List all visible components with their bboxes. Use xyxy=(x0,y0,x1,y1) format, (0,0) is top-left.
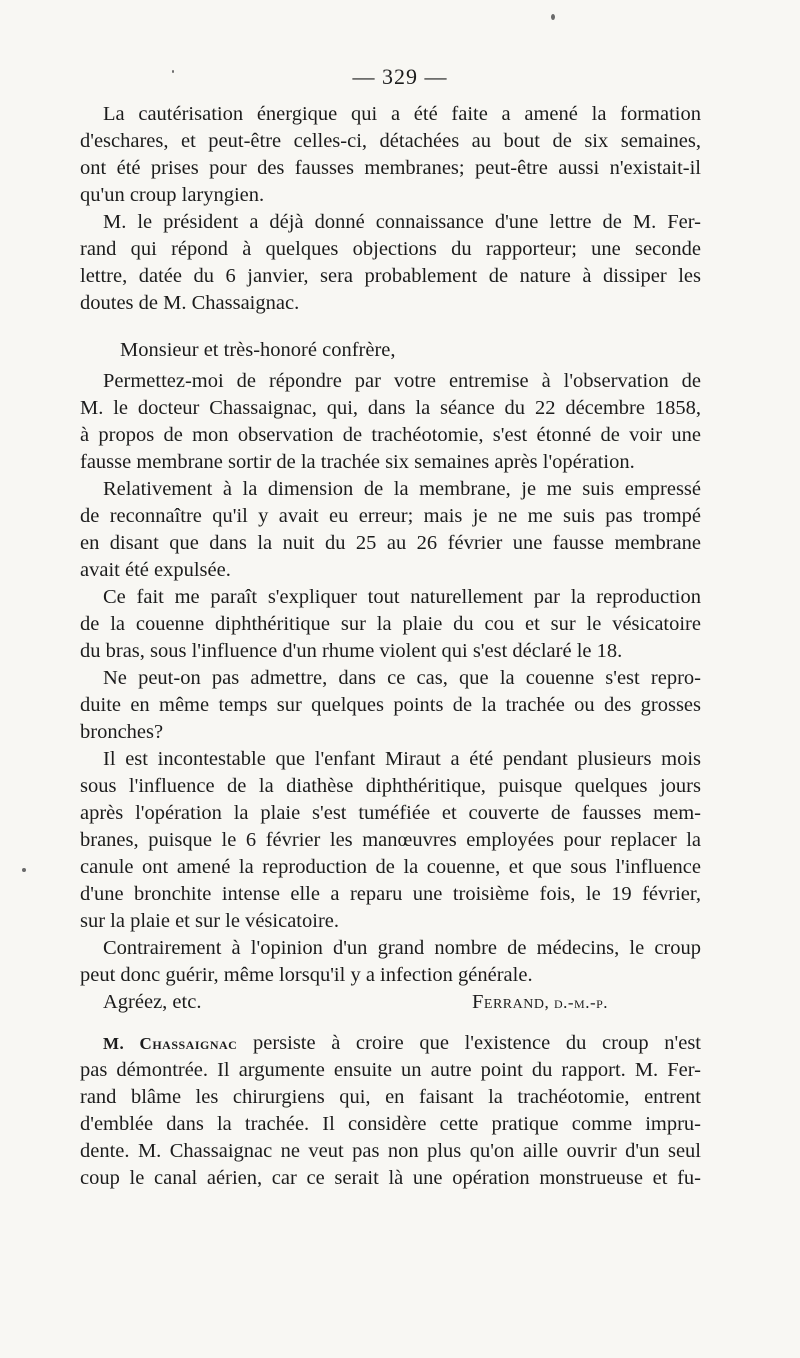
text-line: après l'opération la plaie s'est tuméfiée et couverte de fausses mem- xyxy=(80,802,701,824)
page-number-header: — 329 — xyxy=(352,64,448,89)
final-first-line-rest: persiste à croire que l'existence du croup n'est xyxy=(237,1032,701,1054)
letter-signature xyxy=(472,989,608,1016)
text-line: sur la plaie et sur le vésicatoire. xyxy=(80,910,339,932)
text-line: d'eschares, et peut-être celles-ci, détachées au bout de six semaines, xyxy=(80,130,701,152)
text-line: coup le canal aérien, car ce serait là une opération monstrueuse et fu- xyxy=(80,1167,701,1189)
text-line: Contrairement à l'opinion d'un grand nombre de médecins, le croup xyxy=(103,937,701,959)
scan-speck xyxy=(172,70,174,73)
text-line: rand qui répond à quelques objections du rapporteur; une seconde xyxy=(80,238,701,260)
text-line: lettre, datée du 6 janvier, sera probablement de nature à dissiper les xyxy=(80,265,701,287)
scan-speck xyxy=(22,868,26,872)
text-line: duite en même temps sur quelques points de la trachée ou des grosses xyxy=(80,694,701,716)
text-line: Relativement à la dimension de la membrane, je me suis empressé xyxy=(103,478,701,500)
signature-name: Ferrand xyxy=(472,991,545,1013)
text-line: M. le docteur Chassaignac, qui, dans la séance du 22 décembre 1858, xyxy=(80,397,701,419)
letter-closing: Agréez, etc. xyxy=(103,991,202,1013)
text-line: qu'un croup laryngien. xyxy=(80,184,265,206)
speaker-name: M. Chassaignac xyxy=(103,1034,238,1053)
text-line: du bras, sous l'influence d'un rhume violent qui s'est déclaré le 18. xyxy=(80,640,623,662)
text-line: peut donc guérir, même lorsqu'il y a infection générale. xyxy=(80,964,533,986)
text-line: M. le président a déjà donné connaissance d'une lettre de M. Fer- xyxy=(103,211,701,233)
text-line: pas démontrée. Il argumente ensuite un autre point du rapport. M. Fer- xyxy=(80,1059,701,1081)
text-line: fausse membrane sortir de la trachée six semaines après l'opération. xyxy=(80,451,635,473)
text-line: Il est incontestable que l'enfant Miraut a été pendant plusieurs mois xyxy=(103,748,701,770)
text-line: rand blâme les chirurgiens qui, en faisant la trachéotomie, entrent xyxy=(80,1086,701,1108)
text-line: sous l'influence de la diathèse diphthéritique, puisque quelques jours xyxy=(80,775,701,797)
text-line: branes, puisque le 6 février les manœuvres employées pour replacer la xyxy=(80,829,701,851)
text-line: Ce fait me paraît s'expliquer tout naturellement par la reproduction xyxy=(103,586,701,608)
text-line: avait été expulsée. xyxy=(80,559,231,581)
text-line: dente. M. Chassaignac ne veut pas non plus qu'on aille ouvrir d'un seul xyxy=(80,1140,701,1162)
signature-suffix: , d.-m.-p. xyxy=(544,993,609,1012)
text-line: de la couenne diphthéritique sur la plaie du cou et sur le vésicatoire xyxy=(80,613,701,635)
text-line: à propos de mon observation de trachéotomie, s'est étonné de voir une xyxy=(80,424,701,446)
text-line: d'une bronchite intense elle a reparu une troisième fois, le 19 février, xyxy=(80,883,701,905)
scan-speck xyxy=(551,14,555,20)
text-line: bronches? xyxy=(80,721,164,743)
letter-salutation: Monsieur et très-honoré confrère, xyxy=(120,339,396,361)
text-line: canule ont amené la reproduction de la couenne, et que sous l'influence xyxy=(80,856,701,878)
text-line: de reconnaître qu'il y avait eu erreur; mais je ne me suis pas trompé xyxy=(80,505,701,527)
text-line: doutes de M. Chassaignac. xyxy=(80,292,300,314)
text-line: Permettez-moi de répondre par votre entremise à l'observation de xyxy=(103,370,701,392)
text-line: en disant que dans la nuit du 25 au 26 février une fausse membrane xyxy=(80,532,701,554)
text-line: ont été prises pour des fausses membranes; peut-être aussi n'existait-il xyxy=(80,157,701,179)
text-line: Ne peut-on pas admettre, dans ce cas, que la couenne s'est repro- xyxy=(103,667,701,689)
final-first-line xyxy=(103,1030,701,1057)
text-line: d'emblée dans la trachée. Il considère cette pratique comme impru- xyxy=(80,1113,701,1135)
text-line: La cautérisation énergique qui a été faite a amené la formation xyxy=(103,103,701,125)
